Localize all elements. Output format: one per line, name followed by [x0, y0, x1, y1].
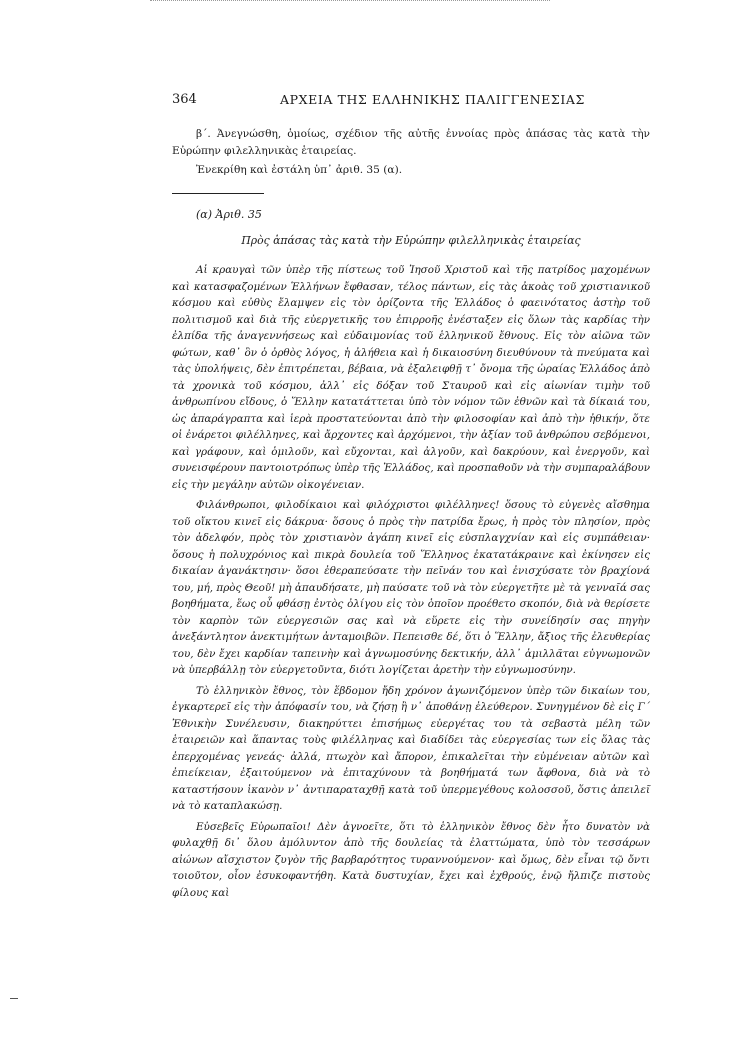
- intro-text: [172, 126, 650, 181]
- footnote-paragraph-4: Εὐσεβεῖς Εὐρωπαῖοι! Δὲν ἀγνοεῖτε, ὅτι τὸ ἑλληνικὸν ἔθνος δὲν ἦτο δυνατὸν νὰ φυλαχθῇ δι᾿ ὅλου ἀμόλυντον ἀπὸ τῆς δουλείας τὰ ἐλαττώματα, ὑπὸ τὸν τεσσάρων αἰώνων αἴσχιστον ζυγὸν τῆς βαρβαρότητος τυραννούμενον· καὶ ὅμως, δὲν εἶναι τῷ ὄντι τοιοῦτον, οἷον ἐσυκοφαντήθη. Κατὰ δυστυχίαν, ἔχει καὶ ἐχθρούς, ἐνῷ ἤλπιζε πιστοὺς φίλους καὶ: [172, 820, 650, 899]
- running-title: ΑΡΧΕΙΑ ΤΗΣ ΕΛΛΗΝΙΚΗΣ ΠΑΛΙΓΓΕΝΕΣΙΑΣ: [280, 92, 585, 107]
- intro-paragraph-1: β΄. Ἀνεγνώσθη, ὁμοίως, σχέδιον τῆς αὐτῆς ἐννοίας πρὸς ἁπάσας τὰς κατὰ τὴν Εὐρώπην φιλελληνικὰς ἑταιρείας.: [172, 128, 650, 157]
- footnote-separator: [172, 193, 264, 194]
- footnote-title: Πρὸς ἁπάσας τὰς κατὰ τὴν Εὐρώπην φιλελληνικὰς ἑταιρείας: [241, 234, 581, 247]
- scan-artifact-bottom: [10, 998, 18, 999]
- footnote-paragraph-2: Φιλάνθρωποι, φιλοδίκαιοι καὶ φιλόχριστοι φιλέλληνες! ὅσους τὸ εὐγενὲς αἴσθημα τοῦ οἴκτου κινεῖ εἰς δάκρυα· ὅσους ὁ πρὸς τὴν πατρίδα ἔρως, ἡ πρὸς τὸν πλησίον, πρὸς τὸν ἀδελφόν, πρὸς τὸν χριστιανὸν ἀγάπη κινεῖ εἰς εὐσπλαγχνίαν καὶ εἰς συμπάθειαν· ὅσους ἡ πολυχρόνιος καὶ πικρὰ δουλεία τοῦ Ἕλληνος ἐκατατάκραινε καὶ ἐκίνησεν εἰς δικαίαν ἀγανάκτησιν· ὅσοι ἐθεραπεύσατε τὴν πεῖνάν του καὶ ἐνισχύσατε τὸν βραχίονά του, μή, πρὸς Θεοῦ! μὴ ἀπαυδήσατε, μὴ παύσατε τοῦ νὰ τὸν εὐεργετῆτε μὲ τὰ γενναῖά σας βοηθήματα, ἕως οὗ φθάσῃ ἐντὸς ὀλίγου εἰς τὸν ὁποῖον προέθετο σκοπόν, διὰ νὰ θερίσετε τὸν καρπὸν τῶν εὐεργεσιῶν σας καὶ νὰ εὕρετε εἰς τὴν συνείδησίν σας πηγὴν ἀνεξάντλητον ἀνεκτιμήτων ἀνταμοιβῶν. Πεπεισθε δέ, ὅτι ὁ Ἕλλην, ἄξιος τῆς ἐλευθερίας του, δὲν ἔχει καρδίαν ταπεινὴν καὶ ἀγνωμοσύνης δεκτικήν, ἀλλ᾿ ἁμιλλᾶται εὐγνωμονῶν νὰ ὑπερβάλλῃ τὸν εὐεργετοῦντα, διότι λογίζεται ἀρετὴν τὴν εὐγνωμοσύνην.: [172, 499, 650, 676]
- scan-artifact-top: [150, 0, 550, 5]
- page-number: 364: [172, 92, 197, 107]
- footnote-paragraph-3: Τὸ ἑλληνικὸν ἔθνος, τὸν ἕβδομον ἤδη χρόνον ἀγωνιζόμενον ὑπὲρ τῶν δικαίων του, ἐγκαρτερεῖ εἰς τὴν ἀπόφασίν του, νὰ ζήσῃ ἢ ν᾿ ἀποθάνῃ ἐλεύθερον. Συνηγμένον δὲ εἰς Γ΄ Ἐθνικὴν Συνέλευσιν, διακηρύττει ἐπισήμως εὐεργέτας του τὰ σεβαστὰ μέλη τῶν ἑταιρειῶν καὶ ἅπαντας τοὺς φιλέλληνας καὶ διαδίδει τὰς εὐεργεσίας των εἰς ὅλας τὰς ἐπερχομένας γενεάς· ἀλλά, πτωχὸν καὶ ἄπορον, ἐπικαλεῖται τὴν εὐμένειαν αὐτῶν καὶ ἐπιείκειαν, ἐξαιτούμενον νὰ ἐπιταχύνουν τὰ βοηθήματά των ἄφθονα, διὰ νὰ τὸ καταστήσουν ἱκανὸν ν᾿ ἀντιπαραταχθῇ κατὰ τοῦ ὑπερμεγέθους κολοσσοῦ, ὅστις ἀπειλεῖ νὰ τὸ καταπλακώσῃ.: [172, 684, 650, 812]
- intro-paragraph-2: Ἐνεκρίθη καὶ ἐστάλη ὑπ᾿ ἀριθ. 35 (α).: [196, 164, 403, 176]
- footnote-body: [172, 262, 650, 905]
- footnote-label: (α) Ἀριθ. 35: [196, 208, 262, 221]
- page-header: [172, 92, 650, 112]
- footnote-paragraph-1: Αἱ κραυγαὶ τῶν ὑπὲρ τῆς πίστεως τοῦ Ἰησοῦ Χριστοῦ καὶ τῆς πατρίδος μαχομένων καὶ κατασφαζομένων Ἑλλήνων ἔφθασαν, τέλος πάντων, εἰς τὰς ἀκοὰς τοῦ χριστιανικοῦ κόσμου καὶ εὐθὺς ἔλαμψεν εἰς τὸν ὁρίζοντα τῆς Ἑλλάδος ὁ φαεινότατος ἀστὴρ τοῦ πολιτισμοῦ καὶ διὰ τῆς εὐεργετικῆς του ἐπιρροῆς ἐνέσταξεν εἰς ὅλων τὰς καρδίας τὴν ἐλπίδα τῆς ἀναγεννήσεως καὶ εὐδαιμονίας τοῦ ἑλληνικοῦ ἔθνους. Εἰς τὸν αἰῶνα τῶν φώτων, καθ᾿ ὃν ὁ ὀρθὸς λόγος, ἡ ἀλήθεια καὶ ἡ δικαιοσύνη διευθύνουν τὰ πνεύματα καὶ τὰς ὑπολήψεις, δὲν ἐπιτρέπεται, βέβαια, νὰ ἐξαλειφθῇ τ᾿ ὄνομα τῆς ὡραίας Ἑλλάδος ἀπὸ τὰ χρονικὰ τοῦ κόσμου, ἀλλ᾿ εἰς δόξαν τοῦ Σταυροῦ καὶ εἰς αἰωνίαν τιμὴν τοῦ ἀνθρωπίνου εἴδους, ὁ Ἕλλην κατατάττεται ὑπὸ τὸν νόμον τῶν ἐθνῶν καὶ τὰ δίκαιά του, ὡς ἀπαράγραπτα καὶ ἱερὰ προστατεύονται ἀπὸ τὴν φιλοσοφίαν καὶ ἀπὸ τὴν ἠθικήν, ὅτε οἱ ἐνάρετοι φιλέλληνες, καὶ ἄρχοντες καὶ ἀρχόμενοι, τὴν ἀξίαν τοῦ ἀνθρώπου σεβόμενοι, καὶ γράφουν, καὶ ὁμιλοῦν, καὶ εὔχονται, καὶ ἀλγοῦν, καὶ δακρύουν, καὶ ἐνεργοῦν, καὶ συνεισφέρουν παντοιοτρόπως ὑπὲρ τῆς Ἑλλάδος, καὶ προσπαθοῦν νὰ τὴν συμπαραλάβουν εἰς τὴν μεγάλην αὐτῶν οἰκογένειαν.: [172, 264, 650, 491]
